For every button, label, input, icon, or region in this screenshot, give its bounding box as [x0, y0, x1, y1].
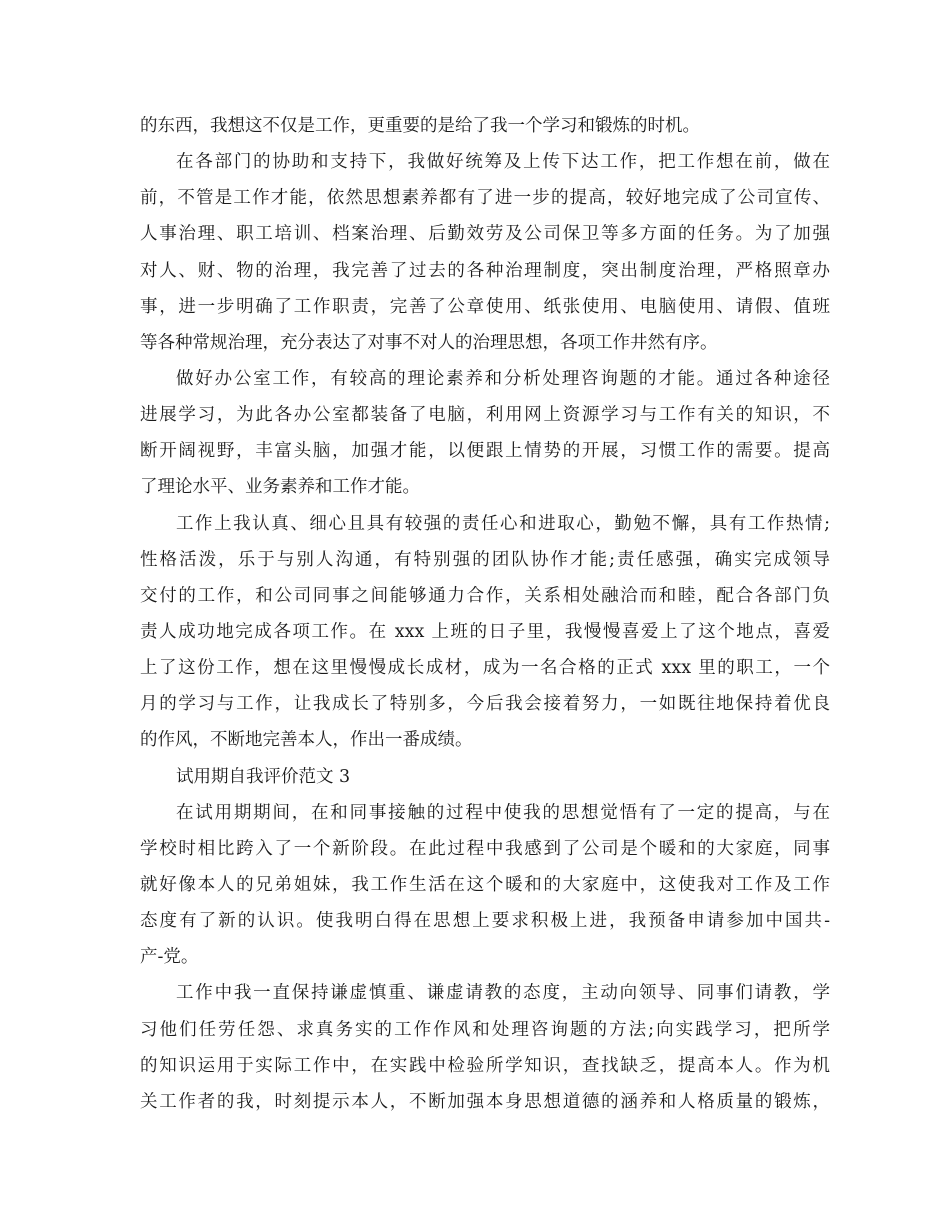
text-line: 前，不管是工作才能，依然思想素养都有了进一步的提高，较好地完成了公司宣传、	[140, 188, 830, 209]
text-line: 人事治理、职工培训、档案治理、后勤效劳及公司保卫等多方面的任务。为了加强	[140, 224, 830, 245]
text-line: 在各部门的协助和支持下，我做好统筹及上传下达工作，把工作想在前，做在	[176, 152, 830, 173]
text-line: 的东西，我想这不仅是工作，更重要的是给了我一个学习和锻炼的时机。	[140, 116, 700, 136]
text-line: 月的学习与工作，让我成长了特别多，今后我会接着努力，一如既往地保持着优良	[140, 694, 830, 715]
text-line: 产-党。	[140, 947, 199, 968]
text-line: 做好办公室工作，有较高的理论素养和分析处理咨询题的才能。通过各种途径	[176, 368, 830, 389]
text-line: 等各种常规治理，充分表达了对事不对人的治理思想，各项工作井然有序。	[140, 332, 718, 353]
text-line: 试用期自我评价范文 3	[176, 766, 351, 787]
text-line: 关工作者的我，时刻提示本人，不断加强本身思想道德的涵养和人格质量的锻炼，	[140, 1091, 830, 1112]
text-line: 交付的工作，和公司同事之间能够通力合作，关系相处融洽而和睦，配合各部门负	[140, 585, 830, 606]
text-line: 事，进一步明确了工作职责，完善了公章使用、纸张使用、电脑使用、请假、值班	[140, 296, 830, 317]
text-line: 责人成功地完成各项工作。在 xxx 上班的日子里，我慢慢喜爱上了这个地点，喜爱	[140, 621, 830, 642]
text-line: 在试用期期间，在和同事接触的过程中使我的思想觉悟有了一定的提高，与在	[176, 802, 830, 823]
text-line: 习他们任劳任怨、求真务实的工作作风和处理咨询题的方法;向实践学习，把所学	[140, 1019, 830, 1040]
text-line: 就好像本人的兄弟姐妹，我工作生活在这个暖和的大家庭中，这使我对工作及工作	[140, 874, 830, 895]
text-line: 上了这份工作，想在这里慢慢成长成材，成为一名合格的正式 xxx 里的职工，一个	[140, 658, 830, 679]
text-line: 工作上我认真、细心且具有较强的责任心和进取心，勤勉不懈，具有工作热情;	[176, 513, 830, 534]
text-line: 了理论水平、业务素养和工作才能。	[140, 477, 420, 498]
text-line: 工作中我一直保持谦虚慎重、谦虚请教的态度，主动向领导、同事们请教，学	[176, 983, 830, 1004]
text-line: 对人、财、物的治理，我完善了过去的各种治理制度，突出制度治理，严格照章办	[140, 260, 830, 281]
text-line: 的知识运用于实际工作中，在实践中检验所学知识，查找缺乏，提高本人。作为机	[140, 1055, 830, 1076]
text-line: 学校时相比跨入了一个新阶段。在此过程中我感到了公司是个暖和的大家庭，同事	[140, 838, 830, 859]
text-line: 断开阔视野，丰富头脑，加强才能，以便跟上情势的开展，习惯工作的需要。提高	[140, 441, 830, 462]
text-line: 性格活泼，乐于与别人沟通，有特别强的团队协作才能;责任感强，确实完成领导	[140, 549, 830, 570]
text-line: 的作风，不断地完善本人，作出一番成绩。	[140, 730, 473, 751]
document-body	[140, 108, 830, 1120]
text-line: 态度有了新的认识。使我明白得在思想上要求积极上进，我预备申请参加中国共-	[140, 911, 830, 932]
text-line: 进展学习，为此各办公室都装备了电脑，利用网上资源学习与工作有关的知识，不	[140, 405, 830, 426]
